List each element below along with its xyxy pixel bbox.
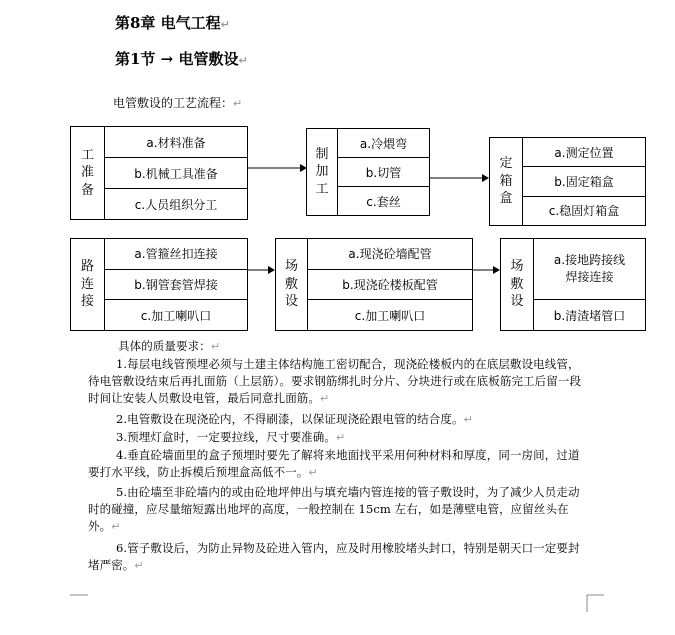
flow-step: c.套丝 (338, 186, 429, 215)
flow-step: c.加工喇叭口 (308, 299, 472, 330)
flow-box-connect (70, 238, 248, 331)
requirement-1: 1.每层电线管预埋必须与土建主体结构施工密切配合，现浇砼楼板内的在底层敷设电线管，待电管敷设结束后再扎面筋（上层筋）。要求钢筋绑扎时分片、分块进行或在底板筋完工后留一段时间让安装人员敷设电管，最后同意扎面筋。↵ (88, 357, 582, 405)
flow-step: b.固定箱盒 (523, 166, 645, 195)
flow-box-site-lay-1 (275, 238, 473, 331)
flow-arrow-1 (248, 162, 308, 174)
flow-box-fabricate (306, 128, 430, 216)
flow-box-label: 场 敷 设 (284, 259, 298, 310)
flow-step: a.管箍丝扣连接 (134, 247, 218, 262)
flow-arrow-3 (248, 264, 276, 276)
requirement-5: 5.由砼墙至非砼墙内的或由砼地坪伸出与填充墙内管连接的管子敷设时，为了减少人员走动时的碰撞，应尽量缩短露出地坪的高度，一般控制在 15cm 左右，如是薄壁电管，应留丝头在外。↵ (88, 485, 580, 533)
flow-step: c.加工喇叭口 (105, 299, 247, 330)
flow-box-label: 场 敷 设 (510, 259, 524, 310)
flow-step: a.测定位置 (554, 145, 614, 160)
flow-step: b.机械工具准备 (105, 157, 247, 188)
flow-step: b.清渣堵管口 (534, 299, 645, 330)
flow-step: a.材料准备 (146, 135, 206, 150)
intro-line: 电管敷设的工艺流程：↵ (113, 96, 243, 110)
flow-step: a.现浇砼墙配管 (348, 247, 432, 262)
flow-box-label: 定 箱 盒 (499, 156, 513, 207)
quality-title: 具体的质量要求：↵ (118, 339, 221, 353)
requirement-4: 4.垂直砼墙面里的盒子预埋时要先了解将来地面找平采用何种材料和厚度，同一房间，过道要打水平线，防止拆模后预埋盒高低不一。↵ (88, 448, 580, 479)
flow-box-label: 工 准 备 (80, 147, 94, 198)
requirement-3: 3.预埋灯盒时，一定要拉线，尺寸要准确。↵ (116, 430, 346, 444)
flow-box-label: 路 连 接 (80, 259, 94, 310)
flow-arrow-4 (473, 264, 501, 276)
flow-step: c.稳固灯箱盒 (523, 196, 645, 225)
flow-step: b.切管 (338, 157, 429, 186)
requirement-6: 6.管子敷设后，为防止异物及砼进入管内，应及时用橡胶堵头封口，特别是朝天口一定要封堵严密。↵ (88, 541, 580, 572)
chapter-title: 第8章 电气工程↵ (115, 14, 230, 32)
flow-arrow-2 (430, 172, 490, 184)
flow-step: a.冷煨弯 (359, 136, 408, 151)
page-corner-mark-right (586, 594, 604, 612)
section-title: 第1节 → 电管敷设↵ (115, 50, 248, 68)
flow-box-boxes (489, 137, 646, 226)
flow-step: a.接地跨接线焊接连接 (553, 252, 626, 284)
flow-step: b.现浇砼楼板配管 (308, 269, 472, 300)
flow-box-label: 制 加 工 (315, 146, 329, 197)
flow-step: c.人员组织分工 (105, 188, 247, 219)
flow-box-prepare (70, 126, 248, 220)
page-corner-mark-left (70, 594, 88, 612)
flow-box-site-lay-2 (500, 238, 646, 331)
requirement-2: 2.电管敷设在现浇砼内，不得刷漆，以保证现浇砼跟电管的结合度。↵ (116, 412, 473, 426)
flow-step: b.钢管套管焊接 (105, 269, 247, 300)
